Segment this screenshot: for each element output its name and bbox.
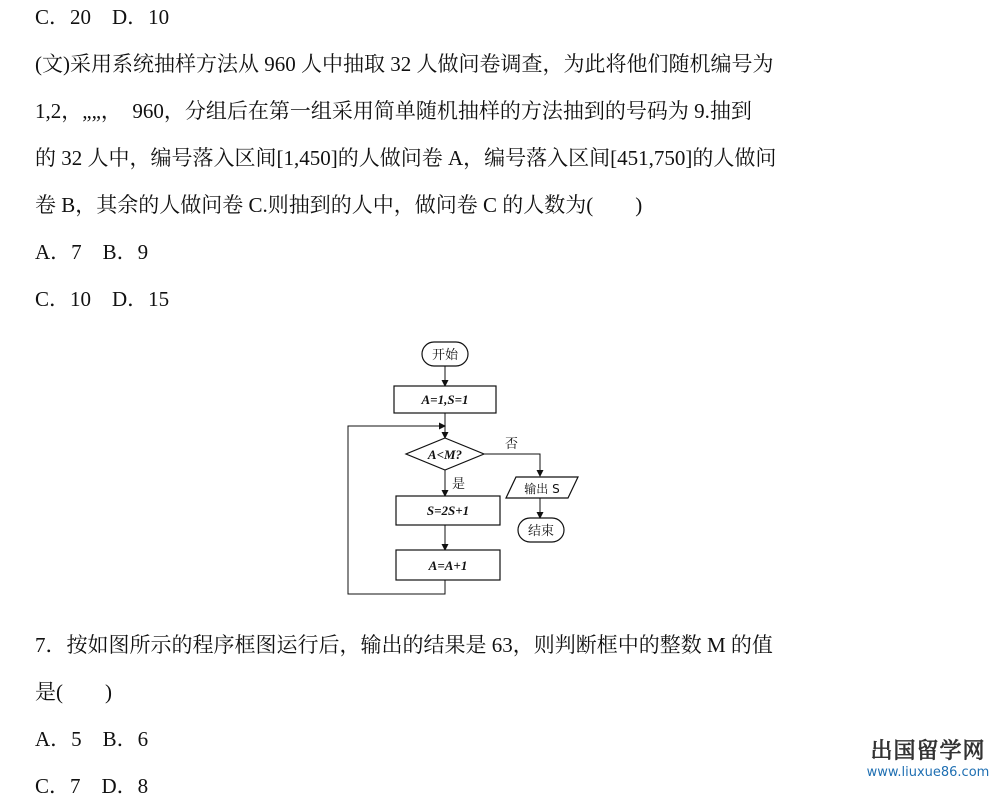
line-11: C．7 D．8 [35, 774, 149, 798]
line-4: 的 32 人中，编号落入区间[1,450]的人做问卷 A，编号落入区间[451,750]的人做问 [35, 146, 777, 170]
output-label: 输出 S [524, 482, 560, 496]
flowchart [340, 338, 590, 600]
start-label: 开始 [431, 348, 459, 363]
line-3: 1,2，„„， 960，分组后在第一组采用简单随机抽样的方法抽到的号码为 9.抽到 [35, 99, 752, 123]
step-a-label: A=A+1 [428, 558, 468, 573]
line-6: A．7 B．9 [35, 240, 149, 264]
yes-label: 是 [452, 477, 466, 492]
line-1: C．20 D．10 [35, 5, 170, 29]
decision-label: A<M? [427, 447, 463, 462]
line-5: 卷 B，其余的人做问卷 C.则抽到的人中，做问卷 C 的人数为( ) [35, 193, 643, 217]
step-s-label: S=2S+1 [426, 503, 470, 518]
watermark [858, 739, 998, 787]
init-label: A=1,S=1 [421, 392, 469, 407]
watermark-brand: 出国留学网 [870, 739, 986, 764]
line-7: C．10 D．15 [35, 287, 170, 311]
watermark-url: www.liuxue86.com [866, 765, 990, 780]
line-2: (文)采用系统抽样方法从 960 人中抽取 32 人做问卷调查，为此将他们随机编号为 [35, 52, 774, 76]
line-10: A．5 B．6 [35, 727, 149, 751]
no-label: 否 [505, 437, 519, 452]
line-8: 7．按如图所示的程序框图运行后，输出的结果是 63，则判断框中的整数 M 的值 [35, 633, 773, 657]
flowchart-svg [340, 338, 590, 600]
line-9: 是( ) [35, 680, 112, 704]
end-label: 结束 [527, 524, 555, 539]
arrow-no-branch [484, 454, 540, 476]
